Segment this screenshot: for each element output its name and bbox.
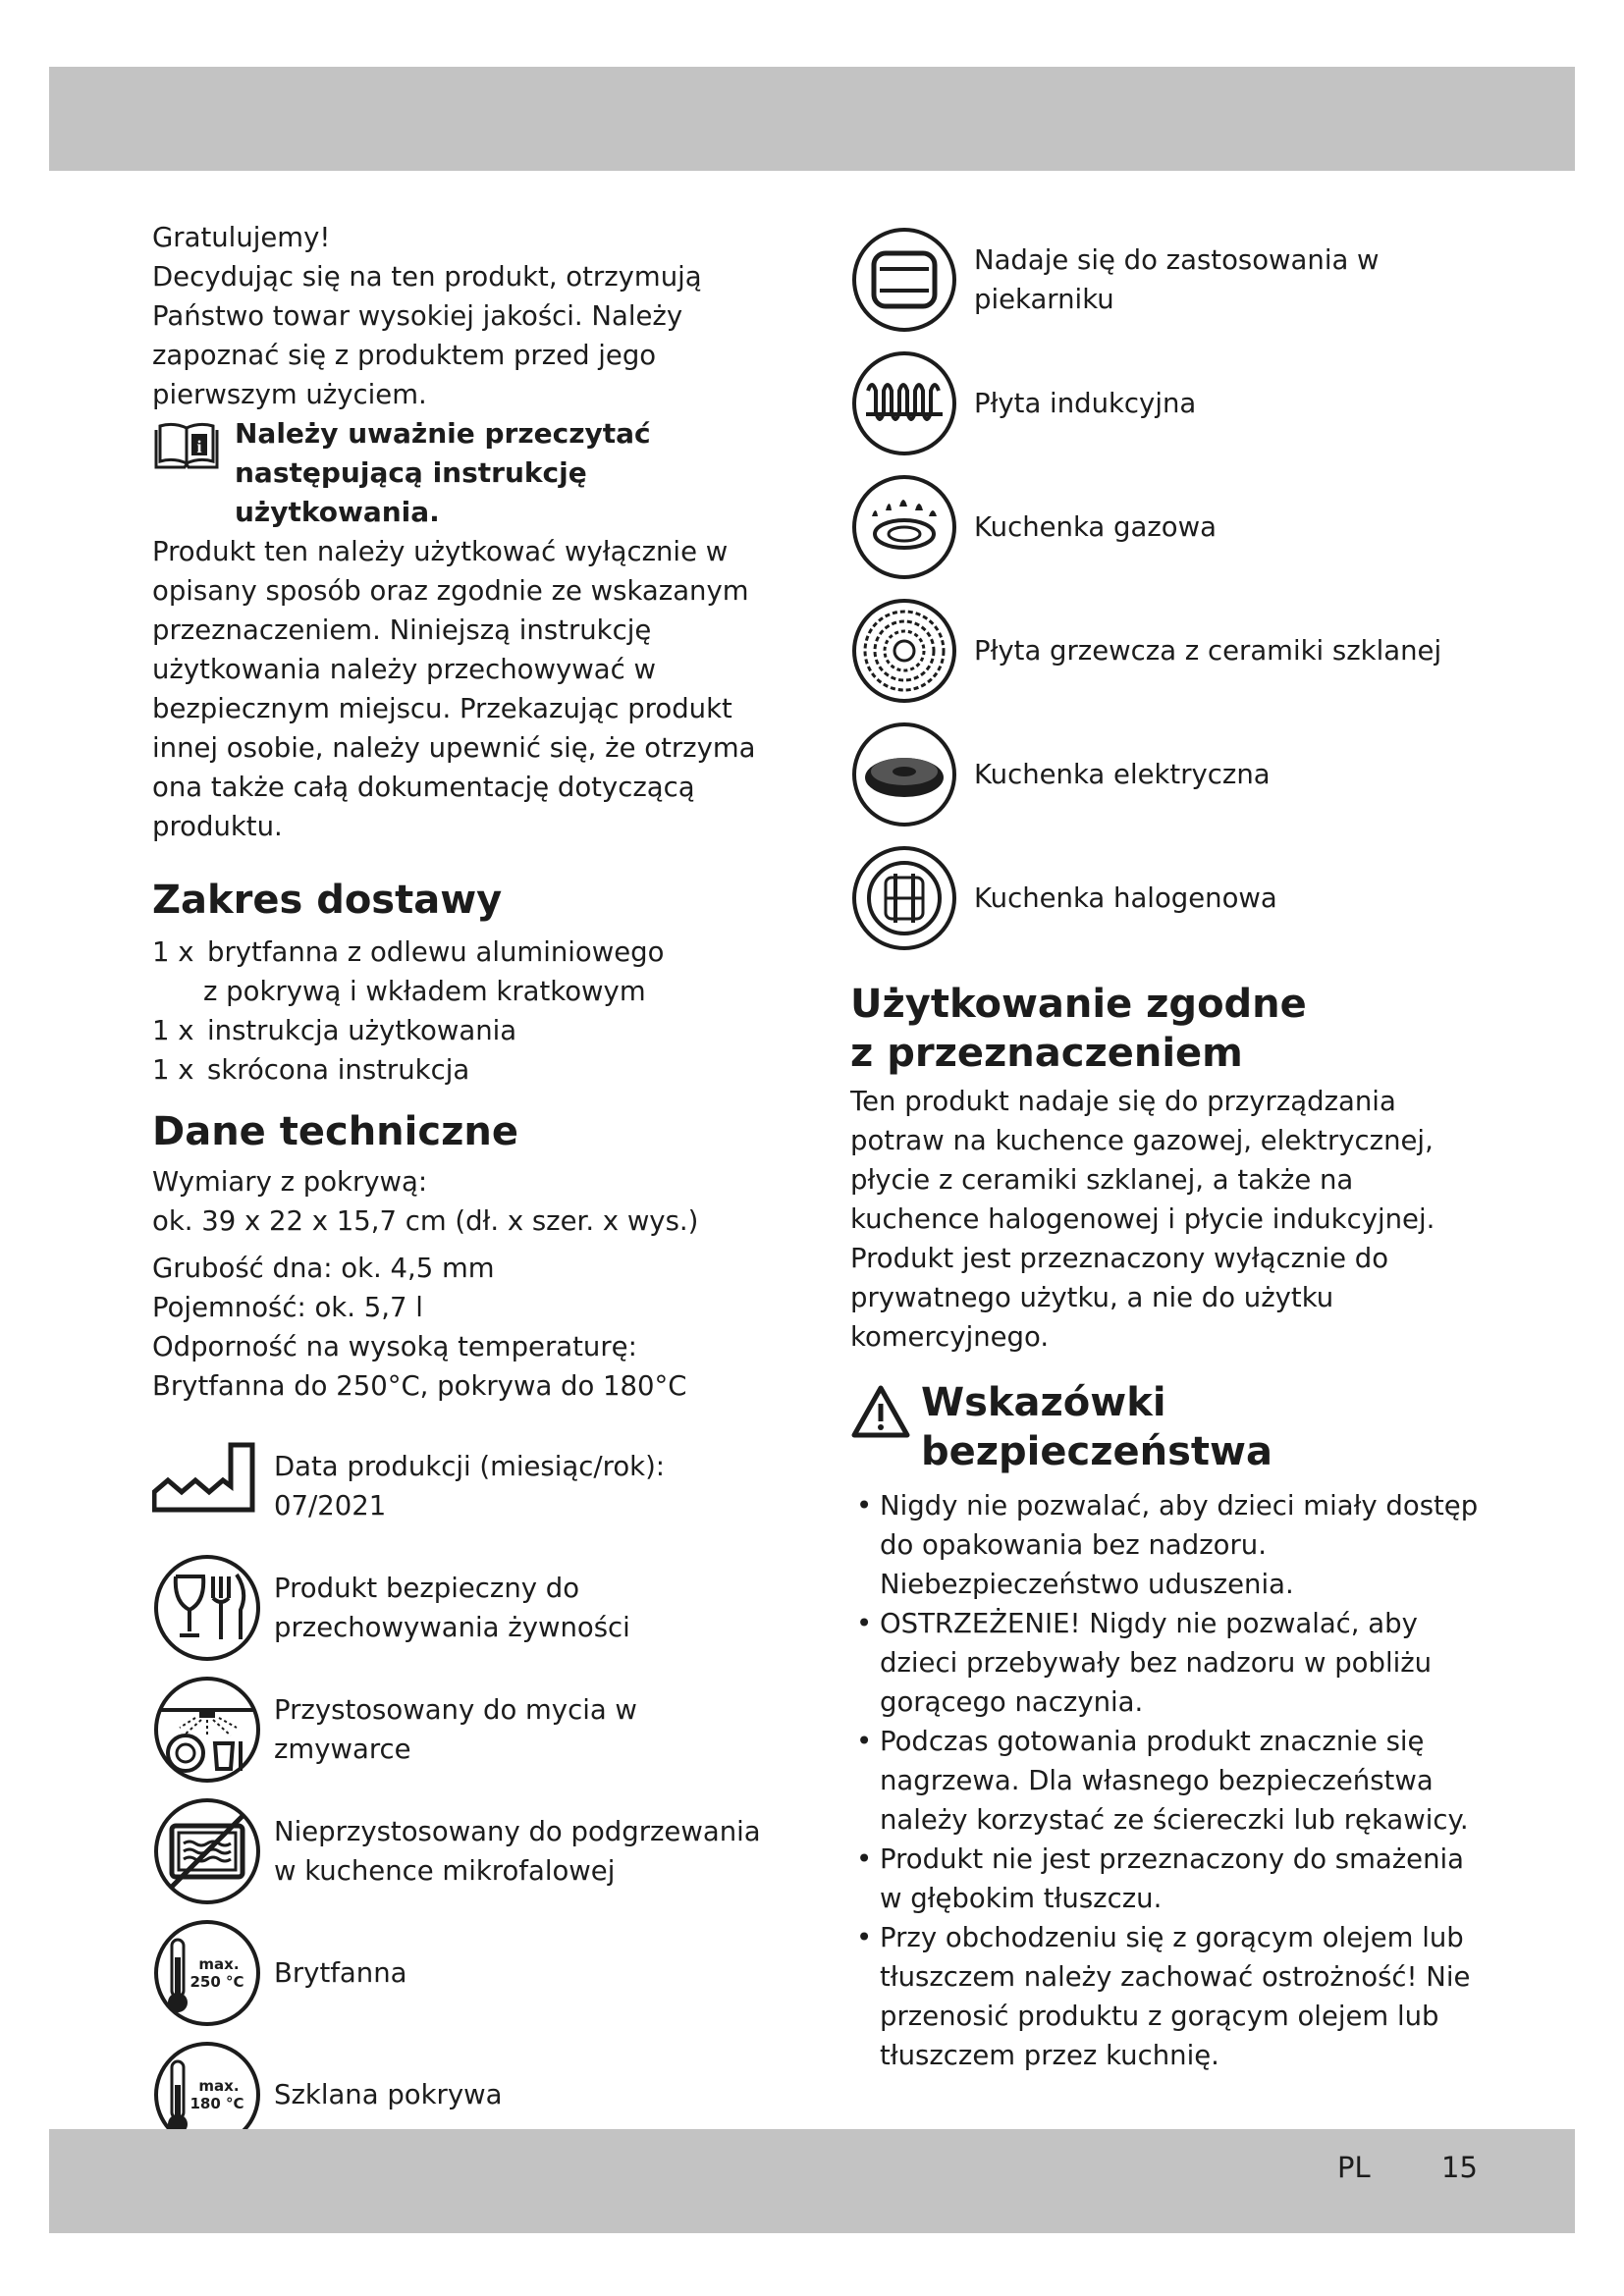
safety-item: • Podczas gotowania produkt znacznie się nagrzewa. Dla własnego bezpieczeństwa należy korzystać ze ściereczki lub rękawicy. xyxy=(850,1722,1489,1840)
intro-paragraph: Decydując się na ten produkt, otrzymują Państwo towar wysokiej jakości. Należy zapoznać się z produktem przed jego pierwszym użyciem. xyxy=(152,261,702,410)
safety-heading-line2: bezpieczeństwa xyxy=(921,1429,1272,1474)
symbol-row xyxy=(850,836,1489,960)
header-band xyxy=(49,67,1575,171)
delivery-qty: 1 x xyxy=(152,1015,194,1046)
delivery-item xyxy=(152,1050,781,1090)
food-safe-icon xyxy=(152,1553,262,1663)
left-column xyxy=(152,218,781,2156)
oven-icon xyxy=(850,226,958,334)
delivery-heading: Zakres dostawy xyxy=(152,878,503,923)
symbol-row xyxy=(152,1669,781,1790)
footer-language: PL xyxy=(1337,2151,1371,2184)
symbol-row xyxy=(152,1425,781,1547)
safety-heading-line1: Wskazówki xyxy=(921,1380,1166,1425)
symbol-text: Data produkcji (miesiąc/rok): 07/2021 xyxy=(274,1451,666,1522)
symbol-text: Nieprzystosowany do podgrzewania w kuchence mikrofalowej xyxy=(274,1816,761,1887)
dimensions-value: ok. 39 x 22 x 15,7 cm (dł. x szer. x wys.) xyxy=(152,1205,699,1237)
delivery-item-continuation xyxy=(152,972,781,1011)
symbol-row xyxy=(850,465,1489,589)
dimensions-label: Wymiary z pokrywą: xyxy=(152,1166,428,1198)
symbol-text: Nadaje się do zastosowania w piekarniku xyxy=(974,244,1380,315)
delivery-text: z pokrywą i wkładem kratkowym xyxy=(203,976,646,1007)
delivery-text: instrukcja użytkowania xyxy=(207,1015,517,1046)
warning-triangle-icon xyxy=(850,1384,911,1439)
safety-item: • Produkt nie jest przeznaczony do smażenia w głębokim tłuszczu. xyxy=(850,1840,1489,1918)
symbol-text: Kuchenka elektryczna xyxy=(974,759,1271,790)
usage-paragraph: Produkt ten należy użytkować wyłącznie w opisany sposób oraz zgodnie ze wskazanym przeznaczeniem. Niniejszą instrukcję użytkowania należy przechowywać w bezpiecznym miejscu. Przekazując produkt innej osobie, należy upewnić się, że otrzyma ona także całą dokumentację dotyczącą produktu. xyxy=(152,536,756,842)
heat-resistance-label: Odporność na wysoką temperaturę: xyxy=(152,1331,637,1362)
greeting: Gratulujemy! xyxy=(152,222,331,253)
delivery-item xyxy=(152,1011,781,1050)
delivery-item xyxy=(152,933,781,972)
read-instructions-notice xyxy=(152,414,781,532)
delivery-text: brytfanna z odlewu aluminiowego xyxy=(207,936,665,968)
open-book-info-icon xyxy=(152,420,221,471)
symbol-row xyxy=(850,713,1489,836)
capacity: Pojemność: ok. 5,7 l xyxy=(152,1292,423,1323)
not-microwave-safe-icon xyxy=(152,1796,262,1906)
symbol-row xyxy=(152,1912,781,2034)
svg-text:250 °C: 250 °C xyxy=(189,1973,244,1991)
symbol-text: Szklana pokrywa xyxy=(274,2079,503,2110)
safety-item: • Nigdy nie pozwalać, aby dzieci miały dostęp do opakowania bez nadzoru. Niebezpieczeństwo uduszenia. xyxy=(850,1486,1489,1604)
intended-use-text: Ten produkt nadaje się do przyrządzania potraw na kuchence gazowej, elektrycznej, płycie z ceramiki szklanej, a także na kuchence halogenowej i płycie indukcyjnej. Produkt jest przeznaczony wyłącznie do prywatnego użytku, a nie do użytku komercyjnego. xyxy=(850,1086,1435,1353)
svg-text:max.: max. xyxy=(198,2077,240,2095)
delivery-qty: 1 x xyxy=(152,1054,194,1086)
intended-use-heading xyxy=(850,980,1489,1078)
intended-use-heading-line1: Użytkowanie zgodne xyxy=(850,982,1307,1027)
heat-resistance-value: Brytfanna do 250°C, pokrywa do 180°C xyxy=(152,1370,687,1402)
safety-item: • Przy obchodzeniu się z gorącym olejem lub tłuszczem należy zachować ostrożność! Nie przenosić produktu z gorącym olejem lub tłuszczem przez kuchnię. xyxy=(850,1918,1489,2075)
footer-page-number: 15 xyxy=(1441,2151,1478,2184)
safety-heading xyxy=(850,1378,1489,1476)
symbol-text: Płyta indukcyjna xyxy=(974,388,1197,419)
symbol-row xyxy=(152,1790,781,1912)
symbol-row xyxy=(850,342,1489,465)
intended-use-heading-line2: z przeznaczeniem xyxy=(850,1031,1243,1076)
safety-list xyxy=(850,1486,1489,2075)
svg-text:i: i xyxy=(196,437,202,456)
production-date-icon xyxy=(152,1431,262,1541)
induction-hob-icon xyxy=(850,349,958,457)
dishwasher-safe-icon xyxy=(152,1675,262,1785)
thermometer-250-icon xyxy=(152,1918,262,2028)
gas-stove-icon xyxy=(850,473,958,581)
delivery-text: skrócona instrukcja xyxy=(207,1054,470,1086)
halogen-stove-icon xyxy=(850,844,958,952)
ceramic-glass-hob-icon xyxy=(850,597,958,705)
symbol-text: Produkt bezpieczny do przechowywania żywności xyxy=(274,1573,630,1643)
tech-heading: Dane techniczne xyxy=(152,1109,518,1154)
safety-item: • OSTRZEŻENIE! Nigdy nie pozwalać, aby dzieci przebywały bez nadzoru w pobliżu gorącego naczynia. xyxy=(850,1604,1489,1722)
symbol-text: Brytfanna xyxy=(274,1957,407,1989)
electric-stove-icon xyxy=(850,721,958,828)
delivery-qty: 1 x xyxy=(152,936,194,968)
symbol-row xyxy=(850,218,1489,342)
symbol-row xyxy=(850,589,1489,713)
symbol-text: Kuchenka gazowa xyxy=(974,511,1217,543)
symbol-row xyxy=(152,1547,781,1669)
bottom-thickness: Grubość dna: ok. 4,5 mm xyxy=(152,1253,495,1284)
delivery-list xyxy=(152,933,781,1090)
svg-text:max.: max. xyxy=(198,1955,240,1973)
svg-text:180 °C: 180 °C xyxy=(189,2095,244,2112)
safety-heading-text xyxy=(921,1378,1489,1476)
right-column xyxy=(850,218,1489,2075)
symbol-text: Płyta grzewcza z ceramiki szklanej xyxy=(974,635,1442,667)
symbol-text: Kuchenka halogenowa xyxy=(974,882,1277,914)
symbol-text: Przystosowany do mycia w zmywarce xyxy=(274,1694,637,1765)
notice-text: Należy uważnie przeczytać następującą instrukcję użytkowania. xyxy=(235,417,651,528)
